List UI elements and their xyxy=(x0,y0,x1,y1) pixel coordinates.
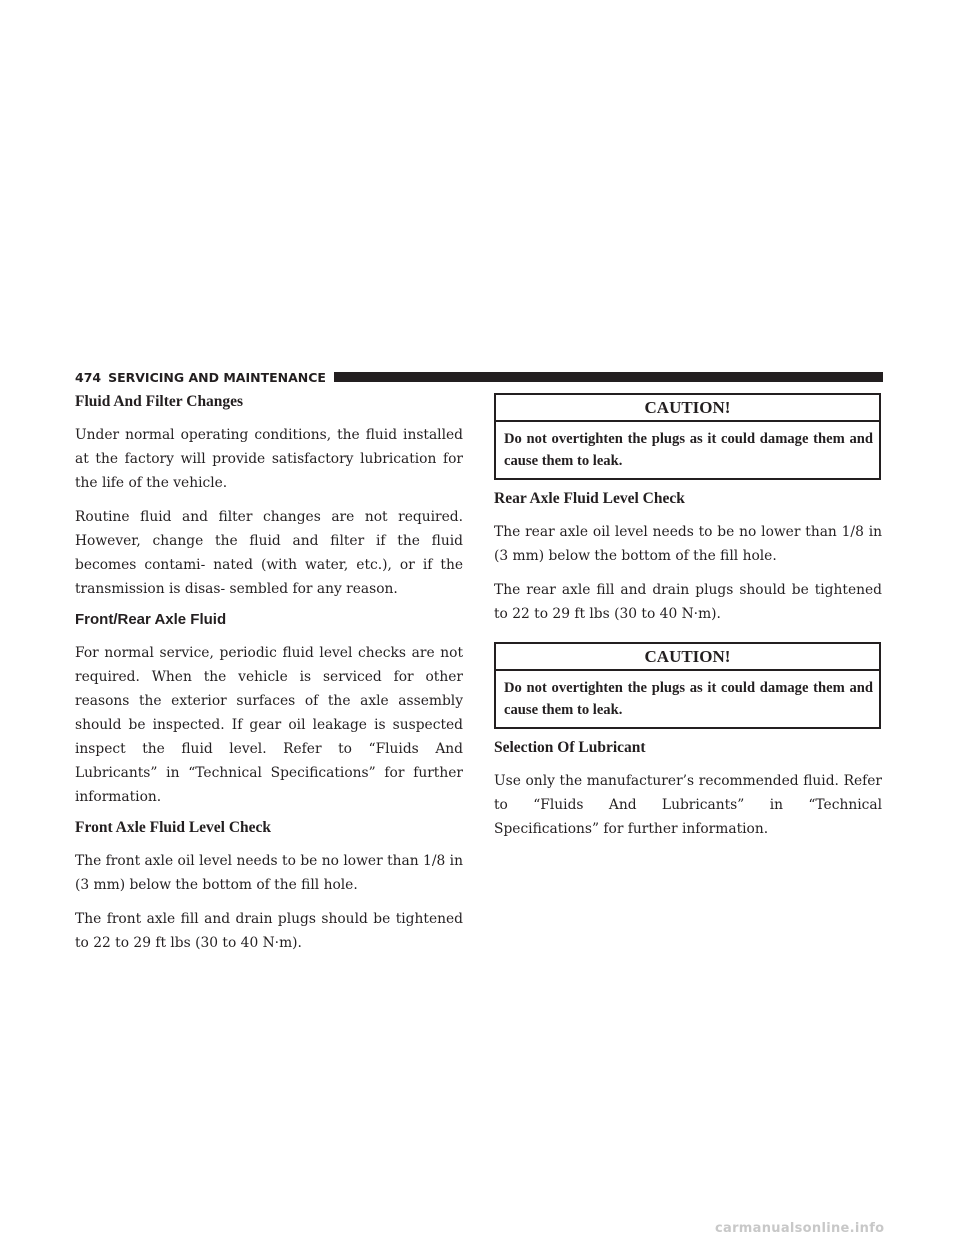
paragraph: Under normal operating conditions, the fluid installed at the factory will provide satisfactory lubrication for the life of the vehicle. xyxy=(75,427,463,491)
paragraph: The rear axle fill and drain plugs should be tightened to 22 to 29 ft lbs (30 to 40 N·m). xyxy=(494,582,882,622)
page-header xyxy=(75,369,883,385)
right-column xyxy=(494,393,882,851)
left-column xyxy=(75,393,463,965)
heading-front-axle-check: Front Axle Fluid Level Check xyxy=(75,819,272,836)
caution-box xyxy=(494,642,881,729)
paragraph: The front axle oil level needs to be no lower than 1/8 in (3 mm) below the bottom of the fill hole. xyxy=(75,853,463,893)
watermark: carmanualsonline.info xyxy=(715,1221,885,1236)
caution-box xyxy=(494,393,881,480)
heading-axle-fluid: Front/Rear Axle Fluid xyxy=(75,611,227,628)
section-title: SERVICING AND MAINTENANCE xyxy=(108,369,326,385)
header-rule xyxy=(334,372,883,382)
caution-text: Do not overtighten the plugs as it could damage them and cause them to leak. xyxy=(504,431,873,469)
paragraph: The rear axle oil level needs to be no lower than 1/8 in (3 mm) below the bottom of the fill hole. xyxy=(494,524,882,564)
paragraph: For normal service, periodic fluid level checks are not required. When the vehicle is serviced for other reasons the exterior surfaces of the axle assembly should be inspected. If gear oil leakage is suspected inspect the fluid level. Refer to “Fluids And Lubricants” in “Technical Specifications” for further information. xyxy=(75,645,463,805)
caution-text: Do not overtighten the plugs as it could damage them and cause them to leak. xyxy=(504,680,873,718)
heading-rear-axle-check: Rear Axle Fluid Level Check xyxy=(494,490,685,507)
caution-title: CAUTION! xyxy=(496,395,879,422)
page-number: 474 xyxy=(75,369,102,385)
paragraph: Use only the manufacturer’s recommended fluid. Refer to “Fluids And Lubricants” in “Technical Specifications” for further information. xyxy=(494,773,882,837)
paragraph: The front axle fill and drain plugs should be tightened to 22 to 29 ft lbs (30 to 40 N·m). xyxy=(75,911,463,951)
caution-title: CAUTION! xyxy=(496,644,879,671)
heading-selection-of-lubricant: Selection Of Lubricant xyxy=(494,739,646,756)
paragraph: Routine fluid and filter changes are not required. However, change the fluid and filter if the fluid becomes contami- nated (with water, etc.), or if the transmission is disas- sembled for any reason. xyxy=(75,509,463,597)
heading-fluid-filter-changes: Fluid And Filter Changes xyxy=(75,393,244,410)
